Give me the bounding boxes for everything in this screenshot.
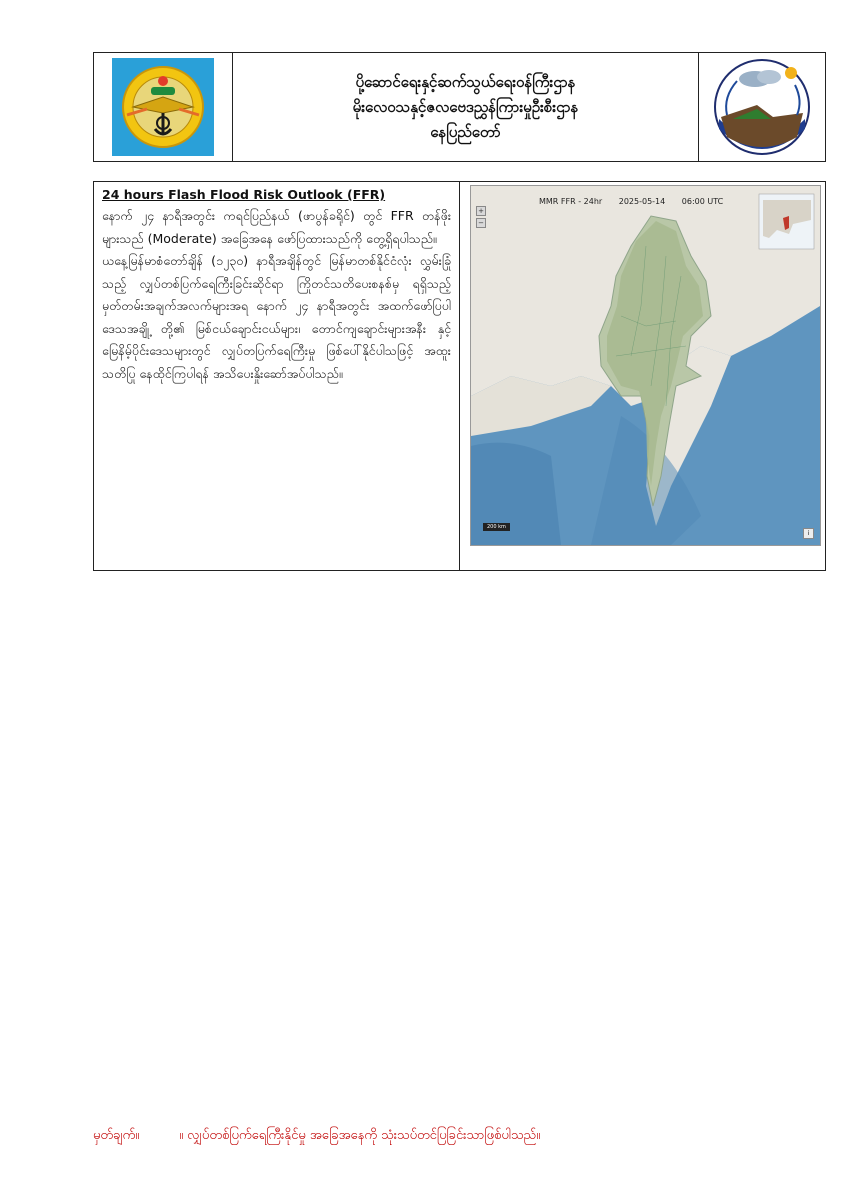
outlook-map-cell [460, 182, 825, 570]
ministry-emblem-logo [111, 57, 215, 157]
map-scale-bar: 200 km [483, 523, 510, 531]
outlook-table [93, 181, 826, 571]
outlook-text-cell [94, 182, 460, 570]
header-title-cell [233, 53, 699, 161]
map-time: 06:00 UTC [681, 197, 724, 206]
header-logo-cell [94, 53, 233, 161]
header-table [93, 52, 826, 162]
footer-note [93, 1127, 540, 1146]
map-date: 2025-05-14 [618, 197, 666, 206]
ffr-map-canvas [471, 186, 820, 545]
zoom-out-button[interactable]: − [476, 218, 486, 228]
ministry-name: ပို့ဆောင်ရေးနှင့်ဆက်သွယ်ရေးဝန်ကြီးဌာန [355, 72, 576, 91]
outlook-paragraph-2: ယနေ့မြန်မာစံတော်ချိန် (၁၂၃၀) နာရီအချိန်တွင် မြန်မာတစ်နိုင်ငံလုံး လွှမ်းခြုံသည့် လျှပ်တစ်ပြက်ရေကြီးခြင်းဆိုင်ရာ ကြိုတင်သတိပေးစနစ်မှ ရရှိသည့် မှတ်တမ်းအချက်အလက်များအရ နောက် ၂၄ နာရီအတွင်း အထက်ဖော်ပြပါ ဒေသအချို့ တို့၏ မြစ်ငယ်ချောင်းငယ်များ၊ တောင်ကျချောင်းများအနီး နှင့် မြေနိမ့်ပိုင်းဒေသများတွင် လျှပ်တပြက်ရေကြီးမှု ဖြစ်ပေါ်နိုင်ပါသဖြင့် အထူးသတိပြု နေထိုင်ကြပါရန် အသိပေးနှိုးဆော်အပ်ပါသည်။ [102, 253, 451, 381]
map-label: MMR FFR - 24hr [539, 197, 603, 206]
header-logo-right-cell [699, 53, 825, 161]
outlook-title: 24 hours Flash Flood Risk Outlook (FFR) [102, 187, 386, 202]
hydrological-cycle-logo [711, 57, 813, 157]
department-name: မိုးလေဝသနှင့်ဇလဗေဒညွှန်ကြားမှုဦးစီးဌာန [352, 97, 579, 116]
footer-note-text: ။ လျှပ်တစ်ပြက်ရေကြီးနိုင်မှု အခြေအနေကို သုံးသပ်တင်ပြခြင်းသာဖြစ်ပါသည်။ [179, 1128, 541, 1143]
outlook-paragraph-1: နောက် ၂၄ နာရီအတွင်း ကရင်ပြည်နယ် (ဖာပွန်ခရိုင်) တွင် FFR တန်ဖိုးများသည် (Moderate) အခြေအနေ ဖော်ပြထားသည်ကို တွေ့ရှိရပါသည်။ [102, 208, 451, 246]
map-info-icon[interactable]: i [803, 528, 814, 539]
map-title [539, 197, 737, 206]
city-name: နေပြည်တော် [430, 122, 501, 141]
zoom-in-button[interactable]: + [476, 206, 486, 216]
ffr-map[interactable] [470, 185, 821, 546]
footer-note-label: မှတ်ချက်။ [93, 1128, 140, 1143]
